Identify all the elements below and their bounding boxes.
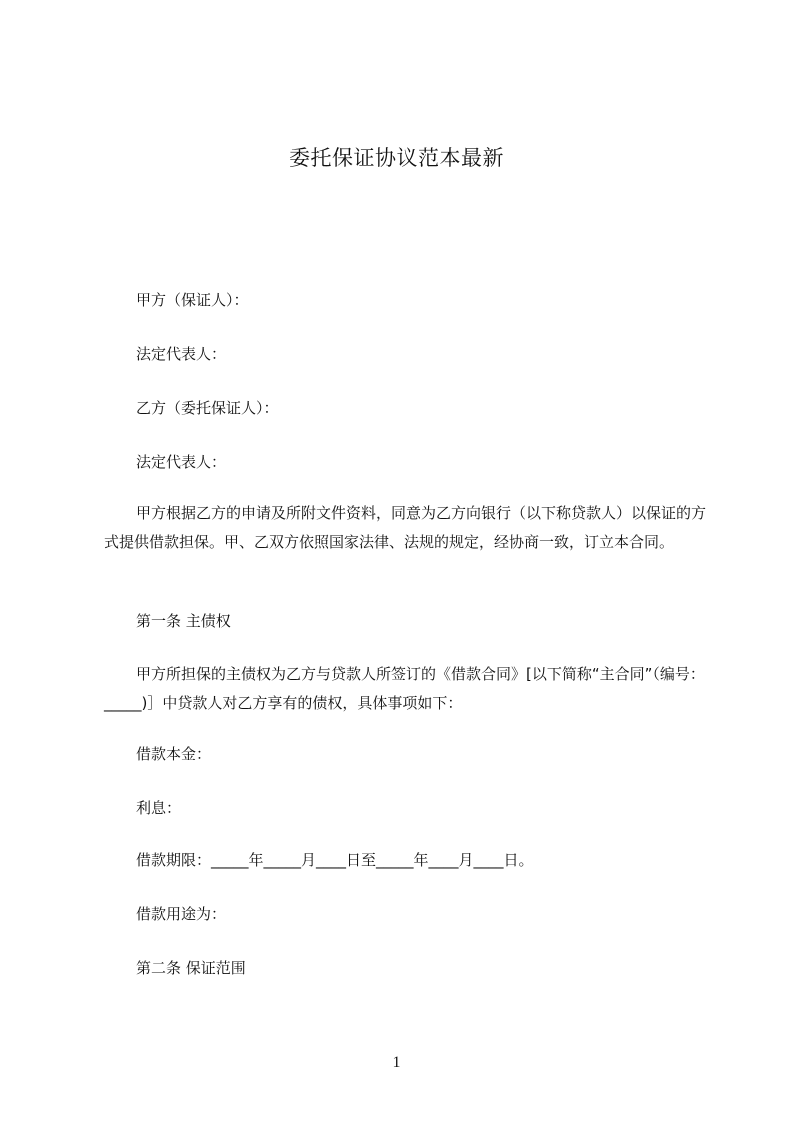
party-b-line: 乙方（委托保证人）：: [136, 399, 279, 417]
article-2-heading: 第二条 保证范围: [136, 959, 246, 977]
party-a-representative-line: 法定代表人：: [136, 345, 227, 363]
party-a-line: 甲方（保证人）：: [136, 291, 249, 309]
loan-principal-line: 借款本金：: [136, 745, 212, 763]
article-1-heading: 第一条 主债权: [136, 612, 231, 630]
preamble-paragraph: 甲方根据乙方的申请及所附文件资料，同意为乙方向银行（以下称贷款人）以保证的方式提供借款担保。甲、乙双方依照国家法律、法规的规定，经协商一致，订立本合同。: [104, 504, 707, 551]
loan-term-line: 借款期限：_____年_____月____日至_____年____月____日。: [136, 851, 534, 869]
loan-purpose-line: 借款用途为：: [136, 905, 227, 923]
party-b-representative-line: 法定代表人：: [136, 453, 227, 471]
page-number: 1: [392, 1054, 401, 1071]
article-1-body-paragraph: 甲方所担保的主债权为乙方与贷款人所签订的《借款合同》[以下简称“主合同”（编号：_____)］中贷款人对乙方享有的债权，具体事项如下：: [104, 665, 705, 712]
interest-line: 利息：: [136, 799, 182, 817]
document-title: 委托保证协议范本最新: [289, 146, 504, 170]
